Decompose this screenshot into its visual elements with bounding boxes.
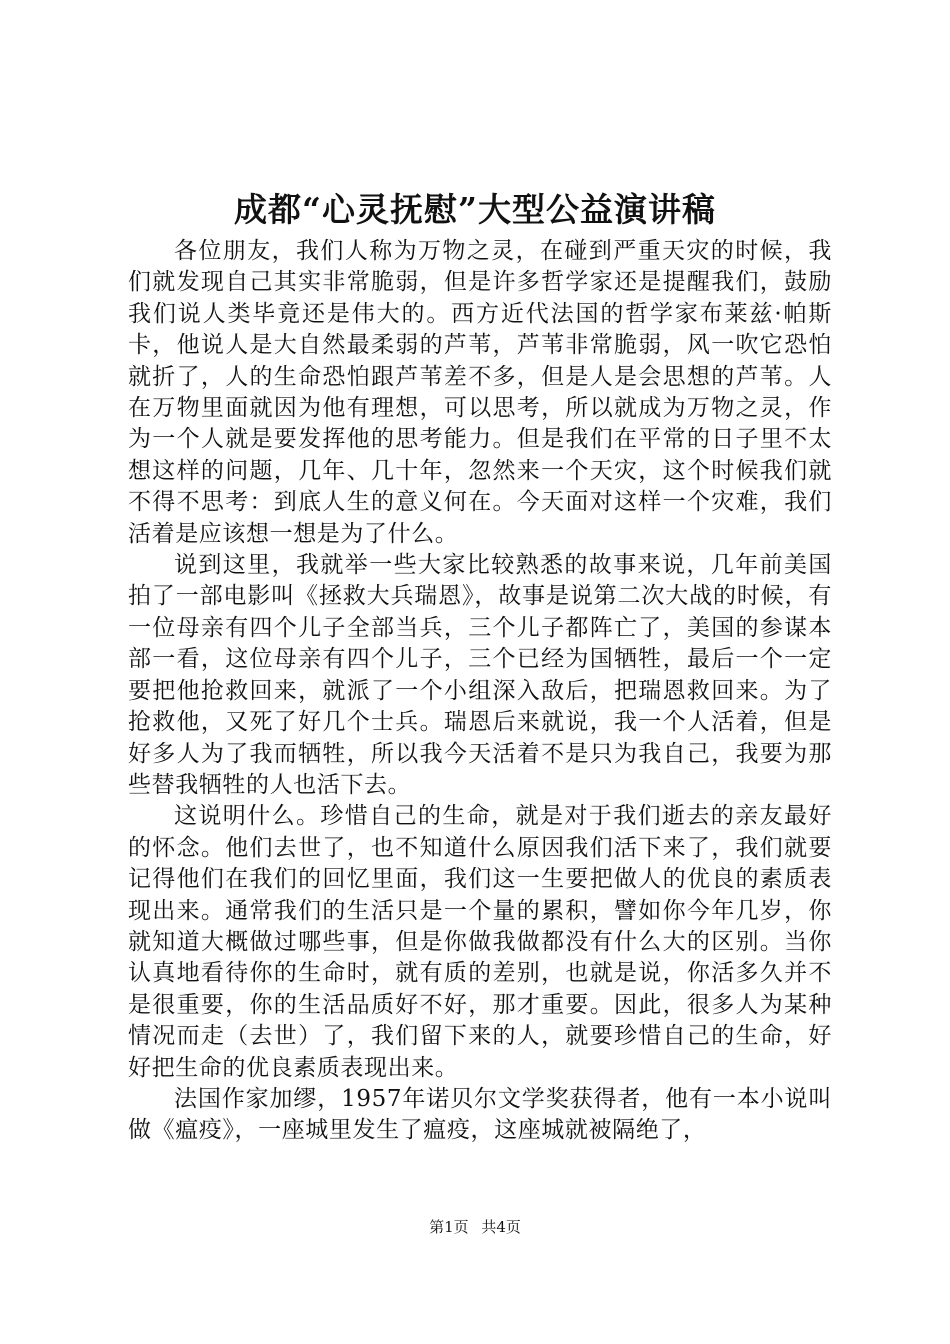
document-title: 成都“心灵抚慰”大型公益演讲稿 (234, 190, 716, 229)
paragraph: 说到这里，我就举一些大家比较熟悉的故事来说，几年前美国拍了一部电影叫《拯救大兵瑞恩》，故事是说第二次大战的时候，有一位母亲有四个儿子全部当兵，三个儿子都阵亡了，美国的参谋本部一看，这位母亲有四个儿子，三个已经为国牺牲，最后一个一定要把他抢救回来，就派了一个小组深入敌后，把瑞恩救回来。为了抢救他，又死了好几个士兵。瑞恩后来就说，我一个人活着，但是好多人为了我而牺牲，所以我今天活着不是只为我自己，我要为那些替我牺牲的人也活下去。 (128, 552, 832, 798)
paragraph: 这说明什么。珍惜自己的生命，就是对于我们逝去的亲友最好的怀念。他们去世了，也不知道什么原因我们活下来了，我们就要记得他们在我们的回忆里面，我们这一生要把做人的优良的素质表现出来。通常我们的生活只是一个量的累积，譬如你今年几岁，你就知道大概做过哪些事，但是你做我做都没有什么大的区别。当你认真地看待你的生命时，就有质的差别，也就是说，你活多久并不是很重要，你的生活品质好不好，那才重要。因此，很多人为某种情况而走（去世）了，我们留下来的人，就要珍惜自己的生命，好好把生命的优良素质表现出来。 (128, 803, 832, 1081)
page-number: 第1页 (429, 1218, 469, 1236)
page-total: 共4页 (481, 1218, 521, 1236)
paragraph: 各位朋友，我们人称为万物之灵，在碰到严重天灾的时候，我们就发现自己其实非常脆弱，但是许多哲学家还是提醒我们，鼓励我们说人类毕竟还是伟大的。西方近代法国的哲学家布莱兹·帕斯卡，他说人是大自然最柔弱的芦苇，芦苇非常脆弱，风一吹它恐怕就折了，人的生命恐怕跟芦苇差不多，但是人是会思想的芦苇。人在万物里面就因为他有理想，可以思考，所以就成为万物之灵，作为一个人就是要发挥他的思考能力。但是我们在平常的日子里不太想这样的问题，几年、几十年，忽然来一个天灾，这个时候我们就不得不思考：到底人生的意义何在。今天面对这样一个灾难，我们活着是应该想一想是为了什么。 (128, 238, 832, 547)
paragraph: 法国作家加缪，1957年诺贝尔文学奖获得者，他有一本小说叫做《瘟疫》，一座城里发生了瘟疫，这座城就被隔绝了， (128, 1085, 832, 1144)
document-body (128, 236, 832, 1147)
page-footer (0, 1216, 950, 1238)
